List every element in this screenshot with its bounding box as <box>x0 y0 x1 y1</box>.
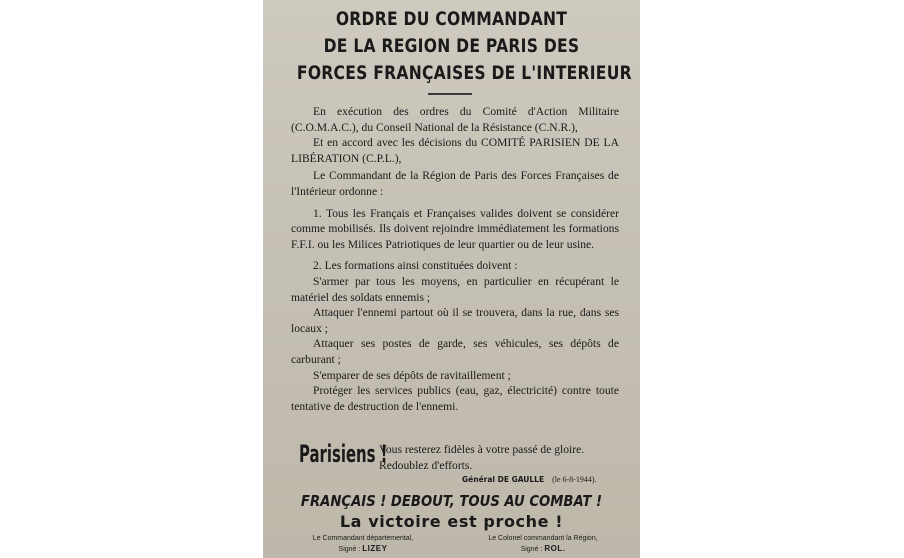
poster-title-line-3: FORCES FRANÇAISES DE L'INTERIEUR <box>296 62 632 84</box>
footer-left-signed: Signé : <box>338 546 361 553</box>
paragraph-point-1: 1. Tous les Français et Françaises valides doivent se considérer comme mobilisés. Ils doivent rejoindre immédiatement les formations F.F.I. ou les Milices Patriotiques de leur quartier ou de leur usine. <box>291 206 619 251</box>
order-body <box>291 104 619 414</box>
paragraph-protect-services: Protéger les services publics (eau, gaz, électricité) contre toute tentative de destruction de l'ennemi. <box>291 384 619 413</box>
call-to-arms: FRANÇAIS ! DEBOUT, TOUS AU COMBAT ! <box>300 492 603 510</box>
signature-date: (le 6-8-1944). <box>552 475 597 484</box>
paragraph-attack-enemy: Attaquer l'ennemi partout où il se trouvera, dans la rue, dans ses locaux ; <box>291 306 619 335</box>
paragraph-point-2: 2. Les formations ainsi constituées doivent : <box>313 259 518 273</box>
paragraph-attack-posts: Attaquer ses postes de garde, ses véhicules, ses dépôts de carburant ; <box>291 337 619 366</box>
de-gaulle-signature <box>462 475 597 484</box>
signature-name: Général DE GAULLE <box>462 475 545 484</box>
title-underline <box>428 93 472 95</box>
parisiens-text <box>379 442 584 473</box>
paragraph-seize-depots: S'emparer de ses dépôts de ravitaillement ; <box>313 368 511 382</box>
victory-slogan: La victoire est proche ! <box>339 512 564 531</box>
footer-right-signatory <box>468 534 618 555</box>
footer-left-title: Le Commandant départemental, <box>312 535 414 542</box>
parisiens-line-2: Redoublez d'efforts. <box>379 458 473 472</box>
poster-title-line-2: DE LA REGION DE PARIS DES <box>323 35 580 57</box>
poster <box>263 0 640 558</box>
poster-title-line-1: ORDRE DU COMMANDANT <box>335 8 568 30</box>
parisiens-line-1: Vous resterez fidèles à votre passé de gloire. <box>379 443 585 456</box>
parisiens-block <box>299 440 629 474</box>
footer-left-signatory <box>293 534 433 555</box>
parisiens-heading: Parisiens ! <box>299 440 388 468</box>
paragraph-arm: S'armer par tous les moyens, en particulier en récupérant le matériel des soldats ennemis ; <box>291 274 619 304</box>
footer-left-name: LIZEY <box>362 544 388 553</box>
paragraph-commandant: Le Commandant de la Région de Paris des Forces Françaises de l'Intérieur ordonne : <box>291 169 619 198</box>
footer-right-name: ROL. <box>544 544 566 553</box>
paragraph-comac: En exécution des ordres du Comité d'Action Militaire (C.O.M.A.C.), du Conseil National de la Résistance (C.N.R.), <box>291 105 619 134</box>
paragraph-cpl: Et en accord avec les décisions du COMITÉ PARISIEN DE LA LIBÉRATION (C.P.L.), <box>291 136 619 165</box>
footer-right-signed: Signé : <box>520 546 543 553</box>
footer-right-title: Le Colonel commandant la Région, <box>488 535 598 542</box>
